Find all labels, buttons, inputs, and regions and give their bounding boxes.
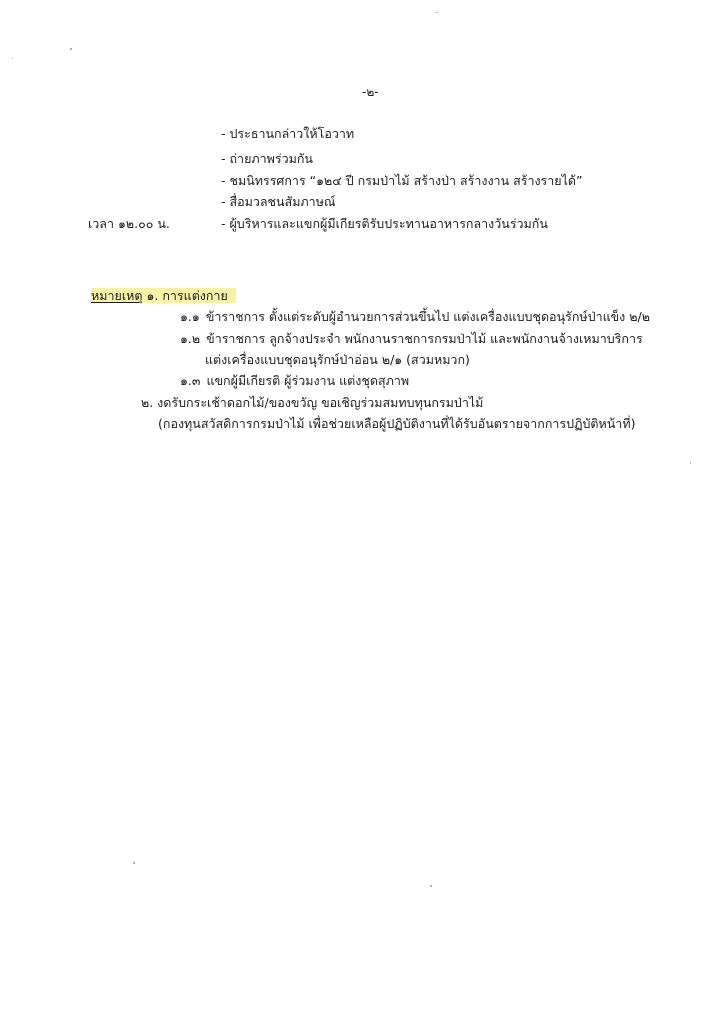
scan-speck xyxy=(133,862,135,864)
scan-speck xyxy=(436,12,438,13)
page-number: -๒- xyxy=(362,85,379,99)
note-number: ๑.๑ xyxy=(180,309,200,324)
notes-heading xyxy=(91,288,236,304)
note-item: ๒. งดรับกระเช้าดอกไม้/ของขวัญ ขอเชิญร่วมสมทบทุนกรมป่าไม้ xyxy=(141,395,484,410)
schedule-time: เวลา ๑๒.๐๐ น. xyxy=(88,216,170,231)
note-number: ๑.๒ xyxy=(180,331,201,346)
note-item xyxy=(180,309,650,325)
note-text: แขกผู้มีเกียรติ ผู้ร่วมงาน แต่งชุดสุภาพ xyxy=(206,373,410,388)
schedule-item: - ประธานกล่าวให้โอวาท xyxy=(221,126,355,141)
note-item xyxy=(180,373,409,389)
schedule-item: - ชมนิทรรศการ “๑๒๔ ปี กรมป่าไม้ สร้างป่า สร้างงาน สร้างรายได้” xyxy=(221,173,583,188)
schedule-item: - ถ่ายภาพร่วมกัน xyxy=(221,151,313,166)
schedule-item: - สื่อมวลชนสัมภาษณ์ xyxy=(221,194,336,209)
notes-label: หมายเหตุ xyxy=(91,288,143,303)
note-text-continued: แต่งเครื่องแบบชุดอนุรักษ์ป่าอ่อน ๒/๑ (สวมหมวก) xyxy=(205,352,470,367)
scan-speck xyxy=(430,885,432,887)
scan-speck xyxy=(70,48,72,50)
note-text: ข้าราชการ ลูกจ้างประจำ พนักงานราชการกรมป่าไม้ และพนักงานจ้างเหมาบริการ xyxy=(206,331,643,346)
scan-speck xyxy=(690,462,691,464)
note-text: ข้าราชการ ตั้งแต่ระดับผู้อำนวยการส่วนขึ้นไป แต่งเครื่องแบบชุดอนุรักษ์ป่าแข็ง ๒/๒ xyxy=(205,309,650,324)
scan-speck xyxy=(12,58,13,59)
schedule-item: - ผู้บริหารและแขกผู้มีเกียรติรับประทานอาหารกลางวันร่วมกัน xyxy=(221,216,548,231)
note-number: ๑.๓ xyxy=(180,373,201,388)
notes-heading-text: ๑. การแต่งกาย xyxy=(142,288,235,303)
note-text-continued: (กองทุนสวัสดิการกรมป่าไม้ เพื่อช่วยเหลือผู้ปฏิบัติงานที่ได้รับอันตรายจากการปฏิบัติหน้าที่) xyxy=(158,416,636,431)
note-item xyxy=(180,331,643,347)
